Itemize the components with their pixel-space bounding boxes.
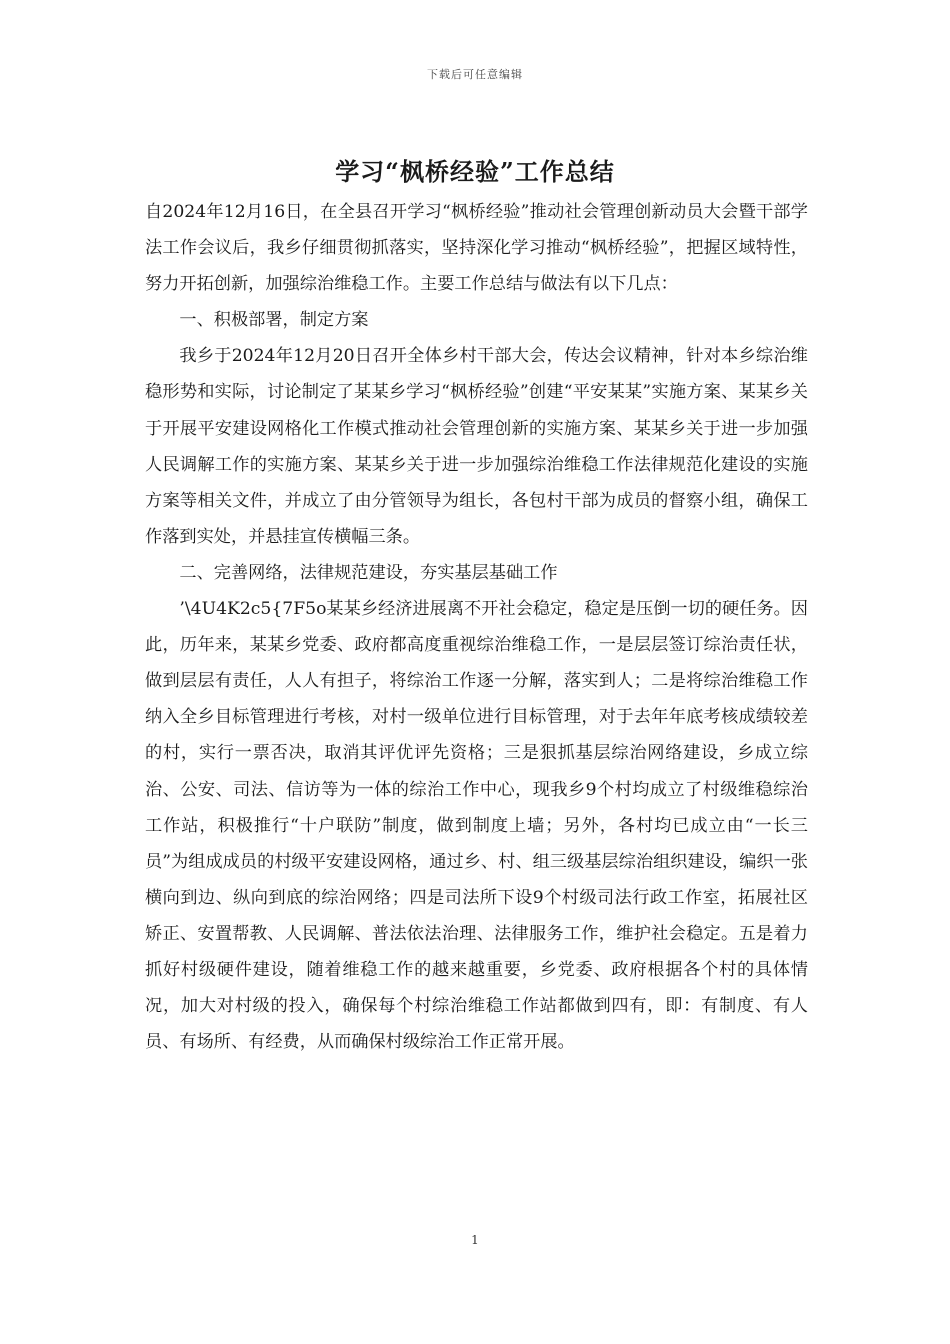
document-body — [145, 194, 808, 1060]
section-heading-2: 二、完善网络，法律规范建设，夯实基层基础工作 — [179, 562, 558, 583]
section-paragraph-1: 我乡于2024年12月20日召开全体乡村干部大会，传达会议精神，针对本乡综治维稳形势和实际，讨论制定了某某乡学习“枫桥经验”创建“平安某某”实施方案、某某乡关于开展平安建设网格化工作模式推动社会管理创新的实施方案、某某乡关于进一步加强人民调解工作的实施方案、某某乡关于进一步加强综治维稳工作法律规范化建设的实施方案等相关文件，并成立了由分管领导为组长，各包村干部为成员的督察小组，确保工作落到实处，并悬挂宣传横幅三条。 — [145, 346, 808, 547]
page-header: 下载后可任意编辑 — [427, 68, 523, 81]
intro-paragraph: 自2024年12月16日，在全县召开学习“枫桥经验”推动社会管理创新动员大会暨干部学法工作会议后，我乡仔细贯彻抓落实，坚持深化学习推动“枫桥经验”，把握区域特性，努力开拓创新，加强综治维稳工作。主要工作总结与做法有以下几点： — [145, 202, 808, 295]
page-number: 1 — [471, 1233, 479, 1247]
document-title: 学习“枫桥经验”工作总结 — [335, 157, 615, 186]
section-paragraph-2: ’\4U4K2c5{7F5o某某乡经济进展离不开社会稳定，稳定是压倒一切的硬任务。因此，历年来，某某乡党委、政府都高度重视综治维稳工作，一是层层签订综治责任状，做到层层有责任，人人有担子，将综治工作逐一分解，落实到人；二是将综治维稳工作纳入全乡目标管理进行考核，对村一级单位进行目标管理，对于去年年底考核成绩较差的村，实行一票否决，取消其评优评先资格；三是狠抓基层综治网络建设，乡成立综治、公安、司法、信访等为一体的综治工作中心，现我乡9个村均成立了村级维稳综治工作站，积极推行“十户联防”制度，做到制度上墙；另外，各村均已成立由“一长三员”为组成成员的村级平安建设网格，通过乡、村、组三级基层综治组织建设，编织一张横向到边、纵向到底的综治网络；四是司法所下设9个村级司法行政工作室，拓展社区矫正、安置帮教、人民调解、普法依法治理、法律服务工作，维护社会稳定。五是着力抓好村级硬件建设，随着维稳工作的越来越重要，乡党委、政府根据各个村的具体情况，加大对村级的投入，确保每个村综治维稳工作站都做到四有，即：有制度、有人员、有场所、有经费，从而确保村级综治工作正常开展。 — [145, 599, 808, 1053]
section-heading-1: 一、积极部署，制定方案 — [179, 310, 369, 331]
